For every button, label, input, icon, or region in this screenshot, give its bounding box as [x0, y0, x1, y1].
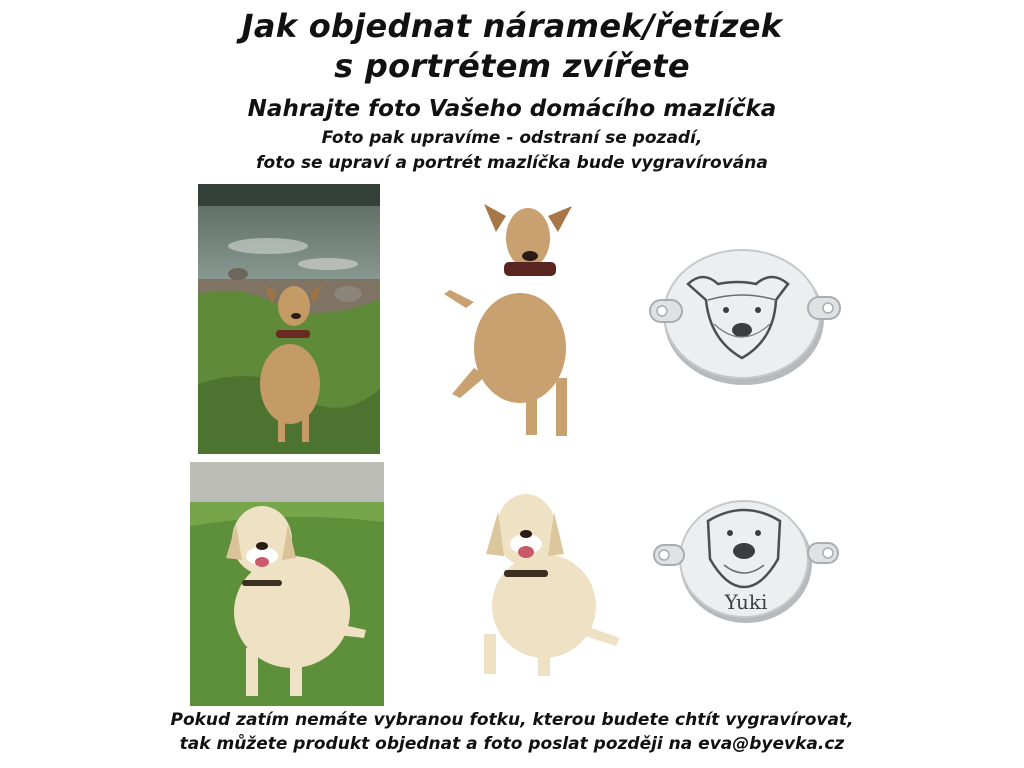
footer-note-line2: tak můžete produkt objednat a foto poslat později na eva@byevka.cz	[179, 734, 845, 754]
engraved-pendant-icon	[648, 240, 842, 388]
description-line1: Foto pak upravíme - odstraní se pozadí,	[321, 128, 703, 148]
engraved-pendant-yuki	[650, 495, 844, 627]
page-title-line2: s portrétem zvířete	[334, 47, 690, 85]
engraved-pendant	[648, 240, 842, 388]
original-photo-dog-river	[198, 184, 380, 454]
pendant-engraving-name: Yuki	[724, 590, 768, 614]
engraved-pendant-yuki-icon	[650, 495, 844, 627]
cutout-labrador-icon	[474, 484, 624, 680]
description-line2: foto se upraví a portrét mazlíčka bude vygravírována	[256, 153, 768, 173]
labrador-grass-photo-icon	[190, 462, 384, 706]
upload-instruction-heading: Nahrajte foto Vašeho domácího mazlíčka	[247, 96, 777, 122]
page-title-line1: Jak objednat náramek/řetízek	[241, 7, 783, 45]
cutout-dog	[444, 198, 580, 442]
cutout-dog-icon	[444, 198, 580, 442]
original-photo-labrador-grass	[190, 462, 384, 706]
dog-river-photo-icon	[198, 184, 380, 454]
cutout-labrador	[474, 484, 624, 680]
footer-note-line1: Pokud zatím nemáte vybranou fotku, kterou budete chtít vygravírovat,	[170, 710, 854, 730]
